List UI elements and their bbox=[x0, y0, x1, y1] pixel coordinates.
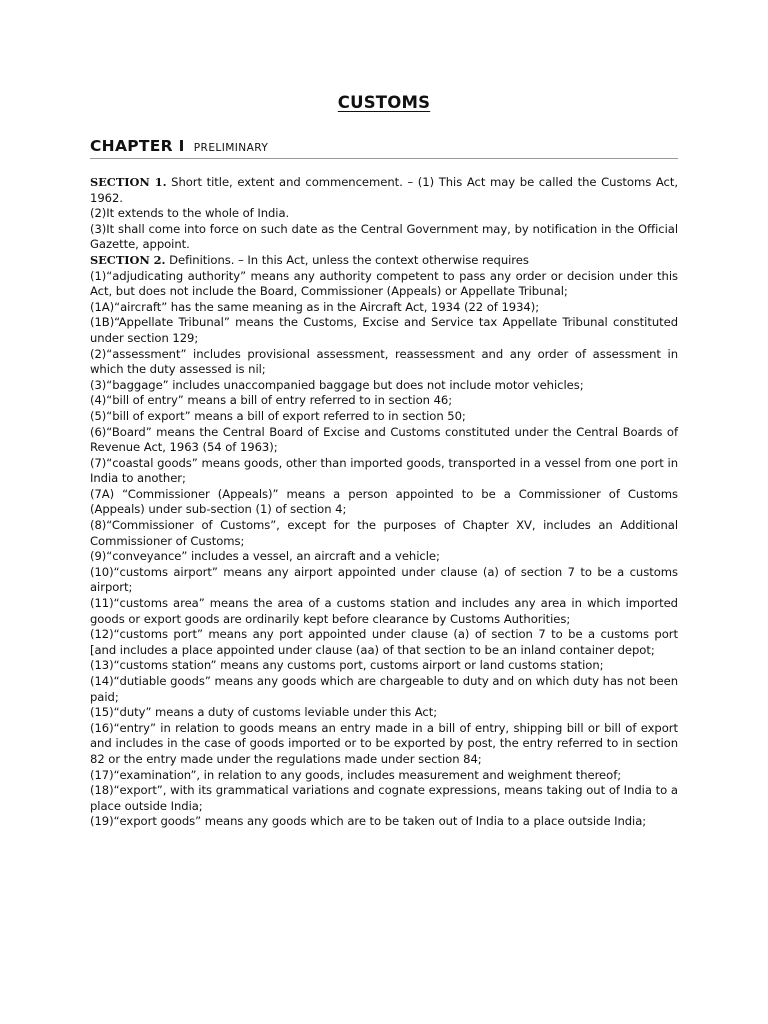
paragraph-text: (6)“Board” means the Central Board of Excise and Customs constituted under the Central Boards of Revenue Act, 1963 (54 of 1963); bbox=[90, 424, 678, 455]
paragraph-text: Short title, extent and commencement. – (1) This Act may be called the Customs Act, 1962. bbox=[90, 175, 678, 205]
definition-paragraph bbox=[90, 269, 678, 300]
section-paragraph bbox=[90, 253, 678, 269]
definition-paragraph bbox=[90, 456, 678, 487]
definition-paragraph bbox=[90, 409, 678, 425]
paragraph-text: (3)“baggage” includes unaccompanied baggage but does not include motor vehicles; bbox=[90, 377, 584, 392]
paragraph-text: (1A)“aircraft” has the same meaning as in the Aircraft Act, 1934 (22 of 1934); bbox=[90, 299, 540, 314]
definition-paragraph bbox=[90, 315, 678, 346]
section-label: SECTION 2. bbox=[90, 252, 166, 267]
paragraph-text: (14)“dutiable goods” means any goods which are chargeable to duty and on which duty has not been paid; bbox=[90, 674, 678, 704]
paragraph-text: (2)It extends to the whole of India. bbox=[90, 206, 290, 221]
definition-paragraph bbox=[90, 222, 678, 253]
paragraph-text: (17)“examination”, in relation to any goods, includes measurement and weighment thereof; bbox=[90, 767, 622, 782]
definition-paragraph bbox=[90, 658, 678, 674]
paragraph-text: (1B)“Appellate Tribunal” means the Customs, Excise and Service tax Appellate Tribunal constituted under section 129; bbox=[90, 315, 678, 345]
definition-paragraph bbox=[90, 814, 678, 830]
document-body bbox=[90, 175, 678, 830]
paragraph-text: (7)“coastal goods” means goods, other than imported goods, transported in a vessel from one port in India to another; bbox=[90, 455, 678, 486]
document-title: CUSTOMS bbox=[337, 93, 431, 112]
definition-paragraph bbox=[90, 393, 678, 409]
paragraph-text: (11)“customs area” means the area of a customs station and includes any area in which imported goods or export goods are ordinarily kept before clearance by Customs Authorities; bbox=[90, 596, 678, 626]
section-paragraph bbox=[90, 175, 678, 206]
definition-paragraph bbox=[90, 549, 678, 565]
paragraph-text: (3)It shall come into force on such date as the Central Government may, by notification in the Official Gazette, appoint. bbox=[90, 221, 678, 252]
paragraph-text: (10)“customs airport” means any airport appointed under clause (a) of section 7 to be a customs airport; bbox=[90, 564, 678, 595]
definition-paragraph bbox=[90, 721, 678, 768]
paragraph-text: (5)“bill of export” means a bill of export referred to in section 50; bbox=[90, 408, 466, 423]
definition-paragraph bbox=[90, 347, 678, 378]
paragraph-text: (9)“conveyance” includes a vessel, an aircraft and a vehicle; bbox=[90, 549, 440, 564]
paragraph-text: (8)“Commissioner of Customs”, except for the purposes of Chapter XV, includes an Additional Commissioner of Customs; bbox=[90, 518, 678, 548]
paragraph-text: (13)“customs station” means any customs port, customs airport or land customs station; bbox=[90, 658, 604, 673]
definition-paragraph bbox=[90, 487, 678, 518]
definition-paragraph bbox=[90, 783, 678, 814]
chapter-number: CHAPTER I bbox=[90, 137, 185, 155]
paragraph-text: (2)“assessment” includes provisional assessment, reassessment and any order of assessment in which the duty assessed is nil; bbox=[90, 346, 678, 377]
paragraph-text: (7A) “Commissioner (Appeals)” means a person appointed to be a Commissioner of Customs (Appeals) under sub-section (1) of section 4; bbox=[90, 486, 678, 517]
definition-paragraph bbox=[90, 206, 678, 222]
chapter-heading bbox=[90, 136, 678, 159]
definition-paragraph bbox=[90, 674, 678, 705]
paragraph-text: (19)“export goods” means any goods which are to be taken out of India to a place outside India; bbox=[90, 814, 647, 829]
definition-paragraph bbox=[90, 705, 678, 721]
definition-paragraph bbox=[90, 518, 678, 549]
paragraph-text: Definitions. – In this Act, unless the context otherwise requires bbox=[165, 252, 529, 267]
paragraph-text: (4)“bill of entry” means a bill of entry referred to in section 46; bbox=[90, 393, 453, 408]
chapter-name: PRELIMINARY bbox=[193, 142, 269, 154]
section-label: SECTION 1. bbox=[90, 175, 167, 189]
paragraph-text: (16)“entry” in relation to goods means an entry made in a bill of entry, shipping bill or bill of export and includes in the case of goods imported or to be exported by post, the entry referred to in section 82 or the entry made under the regulations made under section 84; bbox=[90, 720, 678, 766]
paragraph-text: (1)“adjudicating authority” means any authority competent to pass any order or decision under this Act, but does not include the Board, Commissioner (Appeals) or Appellate Tribunal; bbox=[90, 268, 678, 299]
definition-paragraph bbox=[90, 768, 678, 784]
definition-paragraph bbox=[90, 300, 678, 316]
definition-paragraph bbox=[90, 596, 678, 627]
paragraph-text: (12)“customs port” means any port appointed under clause (a) of section 7 to be a customs port [and includes a place appointed under clause (aa) of that section to be an inland container depot; bbox=[90, 627, 678, 657]
paragraph-text: (18)“export”, with its grammatical variations and cognate expressions, means taking out of India to a place outside India; bbox=[90, 783, 678, 813]
definition-paragraph bbox=[90, 565, 678, 596]
paragraph-text: (15)“duty” means a duty of customs leviable under this Act; bbox=[90, 705, 438, 720]
definition-paragraph bbox=[90, 627, 678, 658]
definition-paragraph bbox=[90, 378, 678, 394]
definition-paragraph bbox=[90, 425, 678, 456]
